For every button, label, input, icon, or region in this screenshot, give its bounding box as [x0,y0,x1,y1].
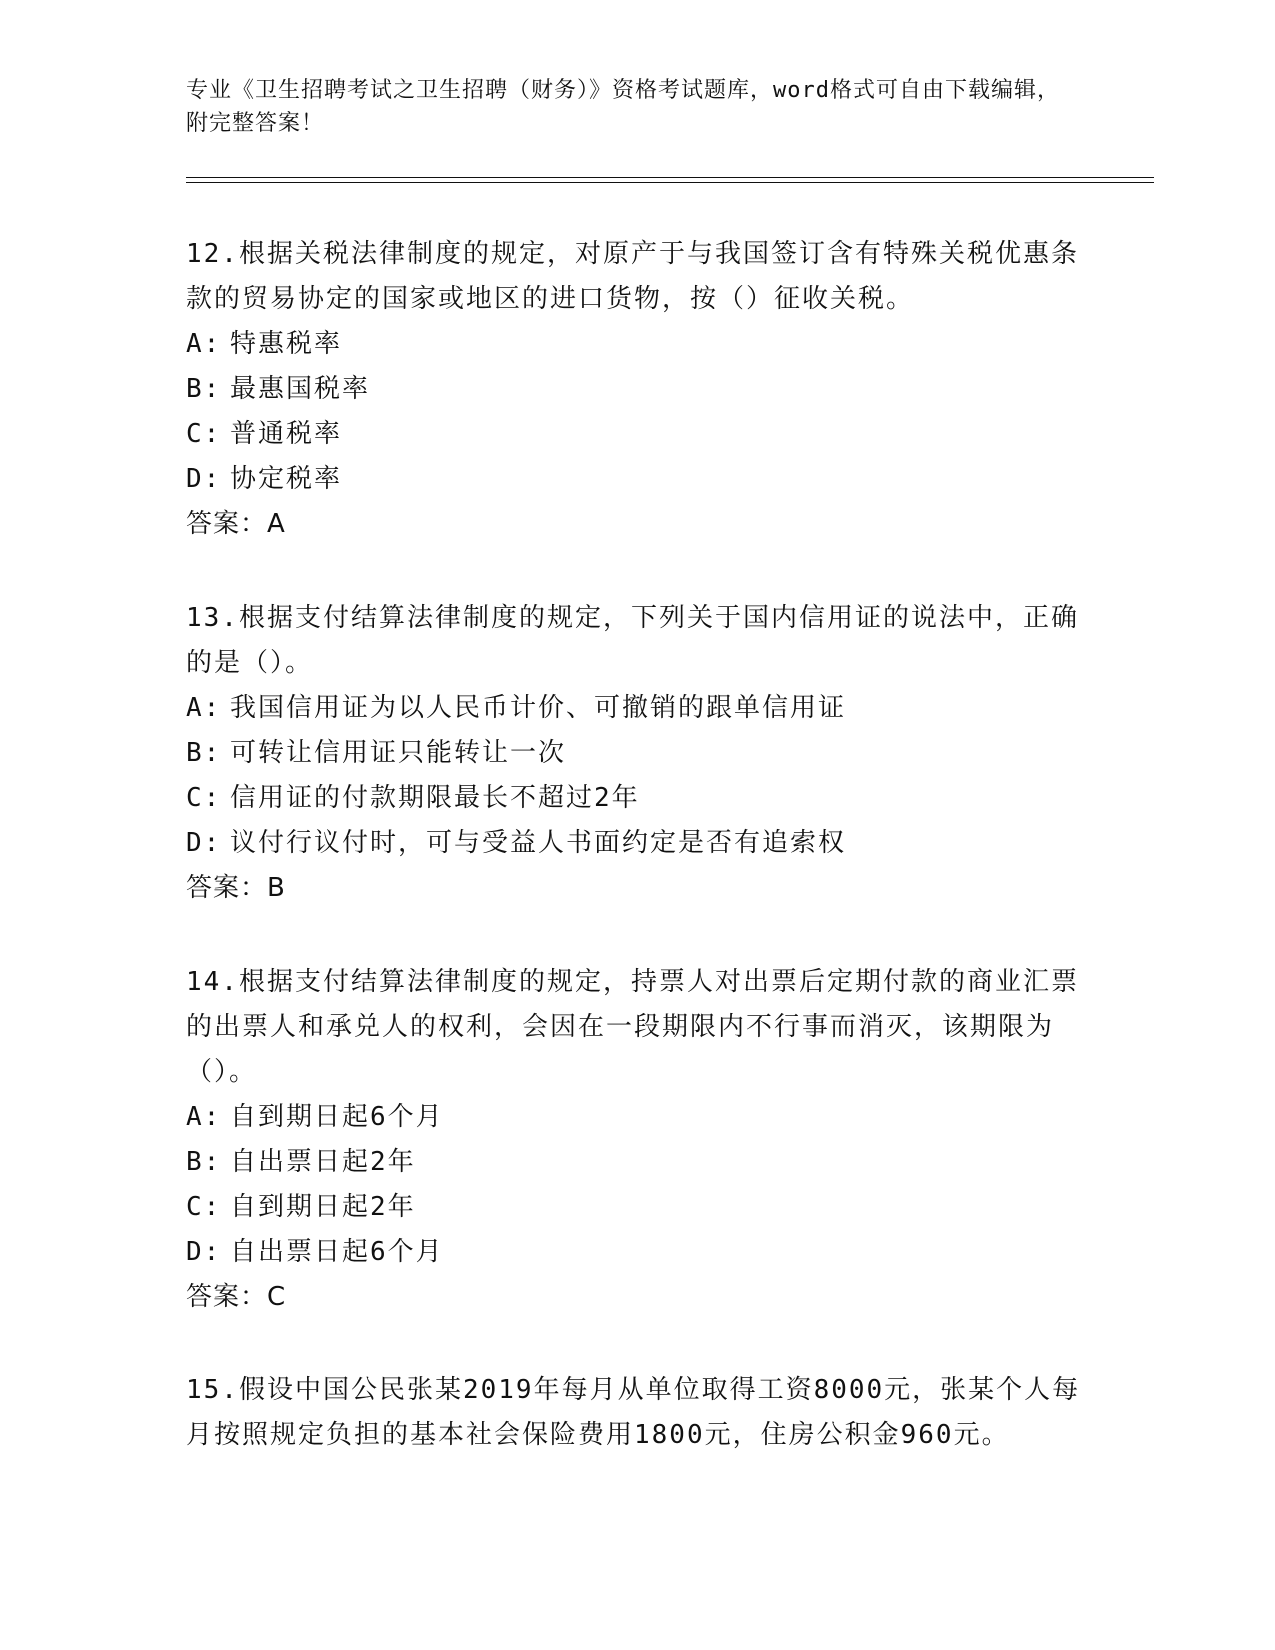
option-text: 可转让信用证只能转让一次 [230,738,567,768]
option-text: 信用证的付款期限最长不超过2年 [230,783,640,813]
option-key: B: [186,1147,222,1177]
option-key: B: [186,738,222,768]
option-key: C: [186,783,222,813]
question-stem: 14.根据支付结算法律制度的规定，持票人对出票后定期付款的商业汇票的出票人和承兑人的权利，会因在一段期限内不行事而消灭，该期限为（）。 [186,967,1079,1087]
question-stem: 15.假设中国公民张某2019年每月从单位取得工资8000元，张某个人每月按照规定负担的基本社会保险费用1800元，住房公积金960元。 [186,1375,1081,1450]
option-key: B: [186,374,222,404]
option-d [186,457,1086,502]
option-a [186,1095,1086,1140]
option-d [186,1230,1086,1275]
question-stem: 13.根据支付结算法律制度的规定，下列关于国内信用证的说法中，正确的是（）。 [186,603,1079,678]
option-text: 普通税率 [230,419,343,449]
option-d [186,821,1086,866]
option-key: D: [186,828,222,858]
option-key: D: [186,1237,222,1267]
header-double-rule [186,177,1154,183]
option-text: 自到期日起6个月 [230,1102,444,1132]
option-key: D: [186,464,222,494]
option-text: 议付行议付时，可与受益人书面约定是否有追索权 [230,828,847,858]
option-a [186,322,1086,367]
option-text: 特惠税率 [230,329,343,359]
option-text: 自出票日起6个月 [230,1237,444,1267]
document-header: 专业《卫生招聘考试之卫生招聘（财务）》资格考试题库，word格式可自由下载编辑，附完整答案！ [186,78,1060,136]
option-a [186,686,1086,731]
question-14 [186,960,1086,1320]
option-c [186,412,1086,457]
option-text: 我国信用证为以人民币计价、可撤销的跟单信用证 [230,693,847,723]
question-12 [186,232,1086,547]
option-b [186,1140,1086,1185]
option-key: A: [186,693,222,723]
option-key: C: [186,1192,222,1222]
option-text: 最惠国税率 [230,374,371,404]
option-key: A: [186,1102,222,1132]
question-13 [186,596,1086,911]
option-c [186,776,1086,821]
option-text: 协定税率 [230,464,343,494]
option-text: 自到期日起2年 [230,1192,416,1222]
option-b [186,367,1086,412]
option-key: A: [186,329,222,359]
answer-line: 答案：A [186,509,286,539]
option-key: C: [186,419,222,449]
question-15 [186,1368,1086,1458]
answer-line: 答案：B [186,873,286,903]
option-b [186,731,1086,776]
option-c [186,1185,1086,1230]
option-text: 自出票日起2年 [230,1147,416,1177]
answer-line: 答案：C [186,1282,287,1312]
question-stem: 12.根据关税法律制度的规定，对原产于与我国签订含有特殊关税优惠条款的贸易协定的国家或地区的进口货物，按（）征收关税。 [186,239,1079,314]
